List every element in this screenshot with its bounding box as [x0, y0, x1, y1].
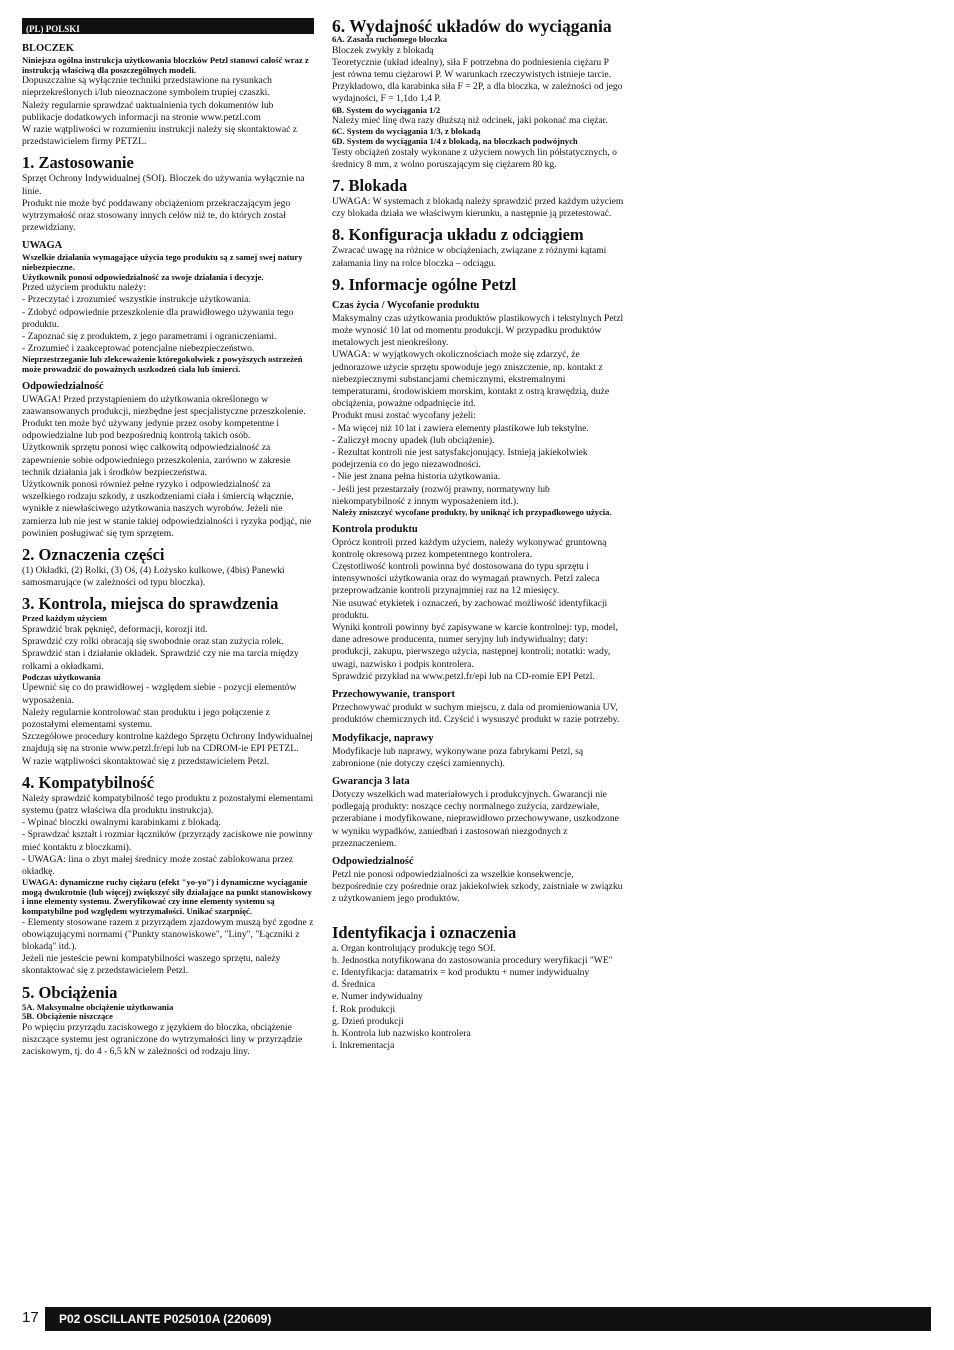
right-column [332, 18, 624, 1052]
subsection-heading: Kontrola produktu [332, 523, 418, 535]
paragraph: Upewnić się co do prawidłowej - względem siebie - pozycji elementów wyposażenia. Należy regularnie kontrolować stan produktu i jego połączenie z pozostałymi elementami systemu. Szczegółowe procedury kontrolne każdego Sprzętu Ochrony Indywidualnej znajdują się na stronie www.petzl.fr/epi lub na CDROM-ie EPI PETZL. W razie wątpliwości skontaktować się z przedstawicielem Petzl. [22, 682, 313, 767]
paragraph: Modyfikacje lub naprawy, wykonywane poza fabrykami Petzl, są zabronione (nie dotyczy części zamiennych). [332, 745, 584, 769]
bold-text: Przed każdym użyciem [22, 613, 107, 624]
left-column [22, 18, 314, 1058]
paragraph: Dotyczy wszelkich wad materiałowych i produkcyjnych. Gwarancji nie podlegają produkty: noszące cechy normalnego zużycia, zardzewiałe, przerabiane i modyfikowane, nieprawidłowo przechowywane, uszkodzone w wyniku wypadków, zaniedbań i zastosowań niezgodnych z przeznaczeniem. [332, 788, 619, 849]
bold-text: 5A. Maksymalne obciążenie użytkowania 5B. Obciążenie niszczące [22, 1001, 174, 1022]
paragraph: Zwracać uwagę na różnice w obciążeniach, związane z różnymi kątami załamania liny na rolce bloczka – odciągu. [332, 245, 607, 269]
section-heading: 3. Kontrola, miejsca do sprawdzenia [22, 594, 279, 614]
subsection-heading: Odpowiedzialność [22, 380, 104, 392]
bold-text: Należy zniszczyć wycofane produkty, by uniknąć ich przypadkowego użycia. [332, 507, 612, 518]
paragraph: (1) Okładki, (2) Rolki, (3) Oś, (4) Łożysko kulkowe, (4bis) Panewki samosmarujące (w zależności od typu bloczka). [22, 565, 285, 589]
subsection-heading: Odpowiedzialność [332, 855, 414, 867]
page-number: 17 [22, 1309, 39, 1326]
paragraph: Maksymalny czas użytkowania produktów plastikowych i tekstylnych Petzl może wynosić 10 lat od momentu produkcji. W przypadku produktów metalowych jest nieokreślony. UWAGA: w wyjątkowych okolicznościach może się zdarzyć, że jednorazowe użycie sprzętu spowoduje jego zniszczenie, np. kontakt z niebezpiecznymi substancjami chemicznymi, ekstremalnymi temperaturami, środowiskiem morskim, kontakt z ostrą krawędzią, duże obciążenia, poważne odpadnięcie itd. Produkt musi zostać wycofany jeżeli: - Ma więcej niż 10 lat i zawiera elementy plastikowe lub tekstylne. - Zaliczył mocny upadek (lub obciążenie). - Rezultat kontroli nie jest satysfakcjonujący. Istnieją jakiekolwiek podejrzenia co do jego niezawodności. - Nie jest znana pełna historia użytkowania. - Jeśli jest przestarzały (rozwój prawny, normatywny lub niekompatybilność z innym wyposażeniem itd.). [332, 312, 624, 507]
paragraph: Petzl nie ponosi odpowiedzialności za wszelkie konsekwencje, bezpośrednie czy pośrednie oraz jakiekolwiek szkody, zaistniałe w związku z użytkowaniem jego produktów. [332, 868, 623, 905]
subsection-heading: Gwarancja 3 lata [332, 775, 410, 787]
subsection-heading: Modyfikacje, naprawy [332, 732, 434, 744]
bold-text: Podczas użytkowania [22, 671, 101, 682]
paragraph: Przed użyciem produktu należy: - Przeczytać i zrozumieć wszystkie instrukcje użytkowania. - Zdobyć odpowiednie przeszkolenie dla prawidłowego używania tego produktu. - Zapoznać się z produktem, z jego parametrami i ograniczeniami. - Zrozumieć i zaakceptować potencjalne niebezpieczeństwo. [22, 282, 294, 355]
paragraph: Należy mieć linę dwa razy dłuższą niż odcinek, jaki pokonać ma ciężar. [332, 115, 608, 127]
section-heading: 7. Blokada [332, 176, 408, 195]
paragraph: Przechowywać produkt w suchym miejscu, z dala od promieniowania UV, produktów chemicznych itd. Czyścić i wysuszyć produkt w razie potrzeby. [332, 702, 620, 726]
bold-text: Nieprzestrzeganie lub zlekceważenie któregokolwiek z powyższych ostrzeżeń może prowadzić do poważnych uszkodzeń ciała lub śmierci. [22, 354, 303, 375]
section-heading: 1. Zastosowanie [22, 153, 134, 173]
paragraph: Po wpięciu przyrządu zaciskowego z językiem do bloczka, obciążenie niszczące systemu jest ograniczone do wytrzymałości liny w przyrządzie zaciskowym, tj. do 4 - 6,5 kN w zależności od rodzaju liny. [22, 1021, 303, 1058]
section-heading: 8. Konfiguracja układu z odciągiem [332, 225, 584, 245]
bold-text: Niniejsza ogólna instrukcja użytkowania bloczków Petzl stanowi całość wraz z instrukcją właściwą dla poszczególnych modeli. [22, 55, 309, 75]
bold-text: Wszelkie działania wymagające użycia tego produktu są z samej swej natury niebezpieczne. Użytkownik ponosi odpowiedzialność za swoje działania i decyzje. [22, 252, 303, 282]
section-heading: 6. Wydajność układów do wyciągania [332, 16, 612, 36]
section-heading: 9. Informacje ogólne Petzl [332, 274, 517, 294]
paragraph: Sprawdzić brak pęknięć, deformacji, korozji itd. Sprawdzić czy rolki obracają się swobodnie oraz stan zużycia rolek. Sprawdzić stan i działanie okładek. Sprawdzić czy nie ma tarcia między rolkami a okładkami. [22, 624, 299, 672]
left-content [22, 42, 314, 1058]
paragraph: Oprócz kontroli przed każdym użyciem, należy wykonywać gruntowną kontrolę okresową przez kompetentnego kontrolera. Częstotliwość kontroli powinna być dostosowana do typu sprzętu i intensywności użytkowania oraz do wymagań prawnych. Petzl zaleca przeprowadzanie kontroli przynajmniej raz na 12 miesięcy. Nie usuwać etykietek i oznaczeń, by zachować możliwość identyfikacji produktu. Wyniki kontroli powinny być zapisywane w karcie kontrolnej: typ, model, dane adresowe producenta, numer seryjny lub indywidualny; daty: produkcji, zakupu, pierwszego użycia, następnej kontroli; notatki: wady, uwagi, nazwisko i podpis kontrolera. Sprawdzić przykład na www.petzl.fr/epi lub na CD-romie EPI Petzl. [332, 536, 618, 682]
paragraph: Bloczek zwykły z blokadą Teoretycznie (układ idealny), siła F potrzebna do podniesienia ciężaru P jest równa temu ciężarowi P. W warunkach rzeczywistych istnieje tarcie. Przykładowo, dla karabinka siła F = 2P, a dla bloczka, w zależności od jego wydajności, F = 1,1do 1,4 P. [332, 44, 623, 105]
paragraph: Dopuszczalne są wyłącznie techniki przedstawione na rysunkach nieprzekreślonych i/lub nieoznaczone symbolem trupiej czaszki. Należy regularnie sprawdzać uaktualnienia tych dokumentów lub publikacje dodatkowych informacji na stronie www.petzl.com W razie wątpliwości w rozumieniu instrukcji należy się skontaktować z przedstawicielem firmy PETZL. [22, 75, 298, 148]
section-heading: 2. Oznaczenia części [22, 545, 165, 565]
bold-text: UWAGA: dynamiczne ruchy ciężaru (efekt "yo-yo") i dynamiczne wyciąganie mogą dwukrotnie (lub więcej) zwiększyć siły działające na punkt stanowiskowy i inne elementy systemu. Zweryfikować czy inne elementy systemu są kompatybilne pod względem wytrzymałości. Unikać szarpnięć. [22, 877, 312, 917]
section-heading: Identyfikacja i oznaczenia [332, 922, 517, 942]
footer [22, 1307, 931, 1331]
bold-text: 6A. Zasada ruchomego bloczka [332, 34, 448, 44]
subsection-heading: UWAGA [22, 240, 63, 252]
subsection-heading: Przechowywanie, transport [332, 689, 456, 701]
paragraph: a. Organ kontrolujący produkcję tego SOI. b. Jednostka notyfikowana do zastosowania procedury weryfikacji "WE" c. Identyfikacja: datamatrix = kod produktu + numer indywidualny d. Średnica e. Numer indywidualny f. Rok produkcji g. Dzień produkcji h. Kontrola lub nazwisko kontrolera i. Inkrementacja [332, 942, 613, 1052]
paragraph: UWAGA! Przed przystąpieniem do użytkowania określonego w zaawansowanych produkcji, niezbędne jest specjalistyczne przeszkolenie. Produkt ten może być używany jedynie przez osoby kompetentne i odpowiedzialne lub pod bezpośrednią kontrolą takich osób. Użytkownik sprzętu ponosi więc całkowitą odpowiedzialność za zapewnienie sobie odpowiedniego przeszkolenia, zarówno w zakresie technik działania jak i środków bezpieczeństwa. Użytkownik ponosi również pełne ryzyko i odpowiedzialność za wszelkiego rodzaju szkody, z uszkodzeniami ciała i śmiercią włącznie, wynikłe z niewłaściwego użytkowania naszych wyrobów. Jeżeli nie zamierza lub nie jest w stanie takiej odpowiedzialności i ryzyka podjąć, nie powinien posługiwać się tym sprzętem. [22, 393, 312, 539]
language-label: (PL) POLSKI [22, 18, 314, 34]
paragraph: Należy sprawdzić kompatybilność tego produktu z pozostałymi elementami systemu (patrz właściwa dla produktu instrukcja). - Wpinać bloczki owalnymi karabinkami z blokadą. - Sprawdzać kształt i rozmiar łączników (przyrządy zaciskowe nie powinny mieć kontaktu z bloczkami). - UWAGA: lina o zbyt małej średnicy może zostać zablokowana przez okładkę. [22, 792, 314, 878]
subsection-heading: Czas życia / Wycofanie produktu [332, 299, 480, 311]
bold-text: 6B. System do wyciągania 1/2 [332, 104, 441, 115]
section-heading: 4. Kompatybilność [22, 772, 155, 792]
document-id: P02 OSCILLANTE P025010A (220609) [45, 1307, 931, 1331]
subsection-heading: BLOCZEK [22, 43, 74, 54]
section-heading: 5. Obciążenia [22, 982, 118, 1002]
paragraph: - Elementy stosowane razem z przyrządem zjazdowym muszą być zgodne z obowiązującymi normami ("Punkty stanowiskowe", "Liny", "Łączniki z blokadą" itd.). Jeżeli nie jesteście pewni kompatybilności waszego sprzętu, należy skontaktować się z przedstawicielem Petzl. [22, 916, 314, 977]
paragraph: UWAGA: W systemach z blokadą należy sprawdzić przed każdym użyciem czy blokada działa we właściwym kierunku, a następnie ją przetestować. [332, 196, 624, 220]
paragraph: Testy obciążeń zostały wykonane z użyciem nowych lin półstatycznych, o średnicy 8 mm, z wolno poruszającym się ciężarem 80 kg. [332, 146, 617, 170]
bold-text: 6C. System do wyciągania 1/3, z blokadą 6D. System do wyciągania 1/4 z blokadą, na bloczkach podwójnych [332, 126, 578, 146]
paragraph: Sprzęt Ochrony Indywidualnej (SOI). Bloczek do używania wyłącznie na linie. Produkt nie może być poddawany obciążeniom przekraczającym jego wytrzymałość oraz stosowany innych celów niż te, do których został przewidziany. [22, 173, 305, 234]
right-content [332, 18, 624, 1052]
